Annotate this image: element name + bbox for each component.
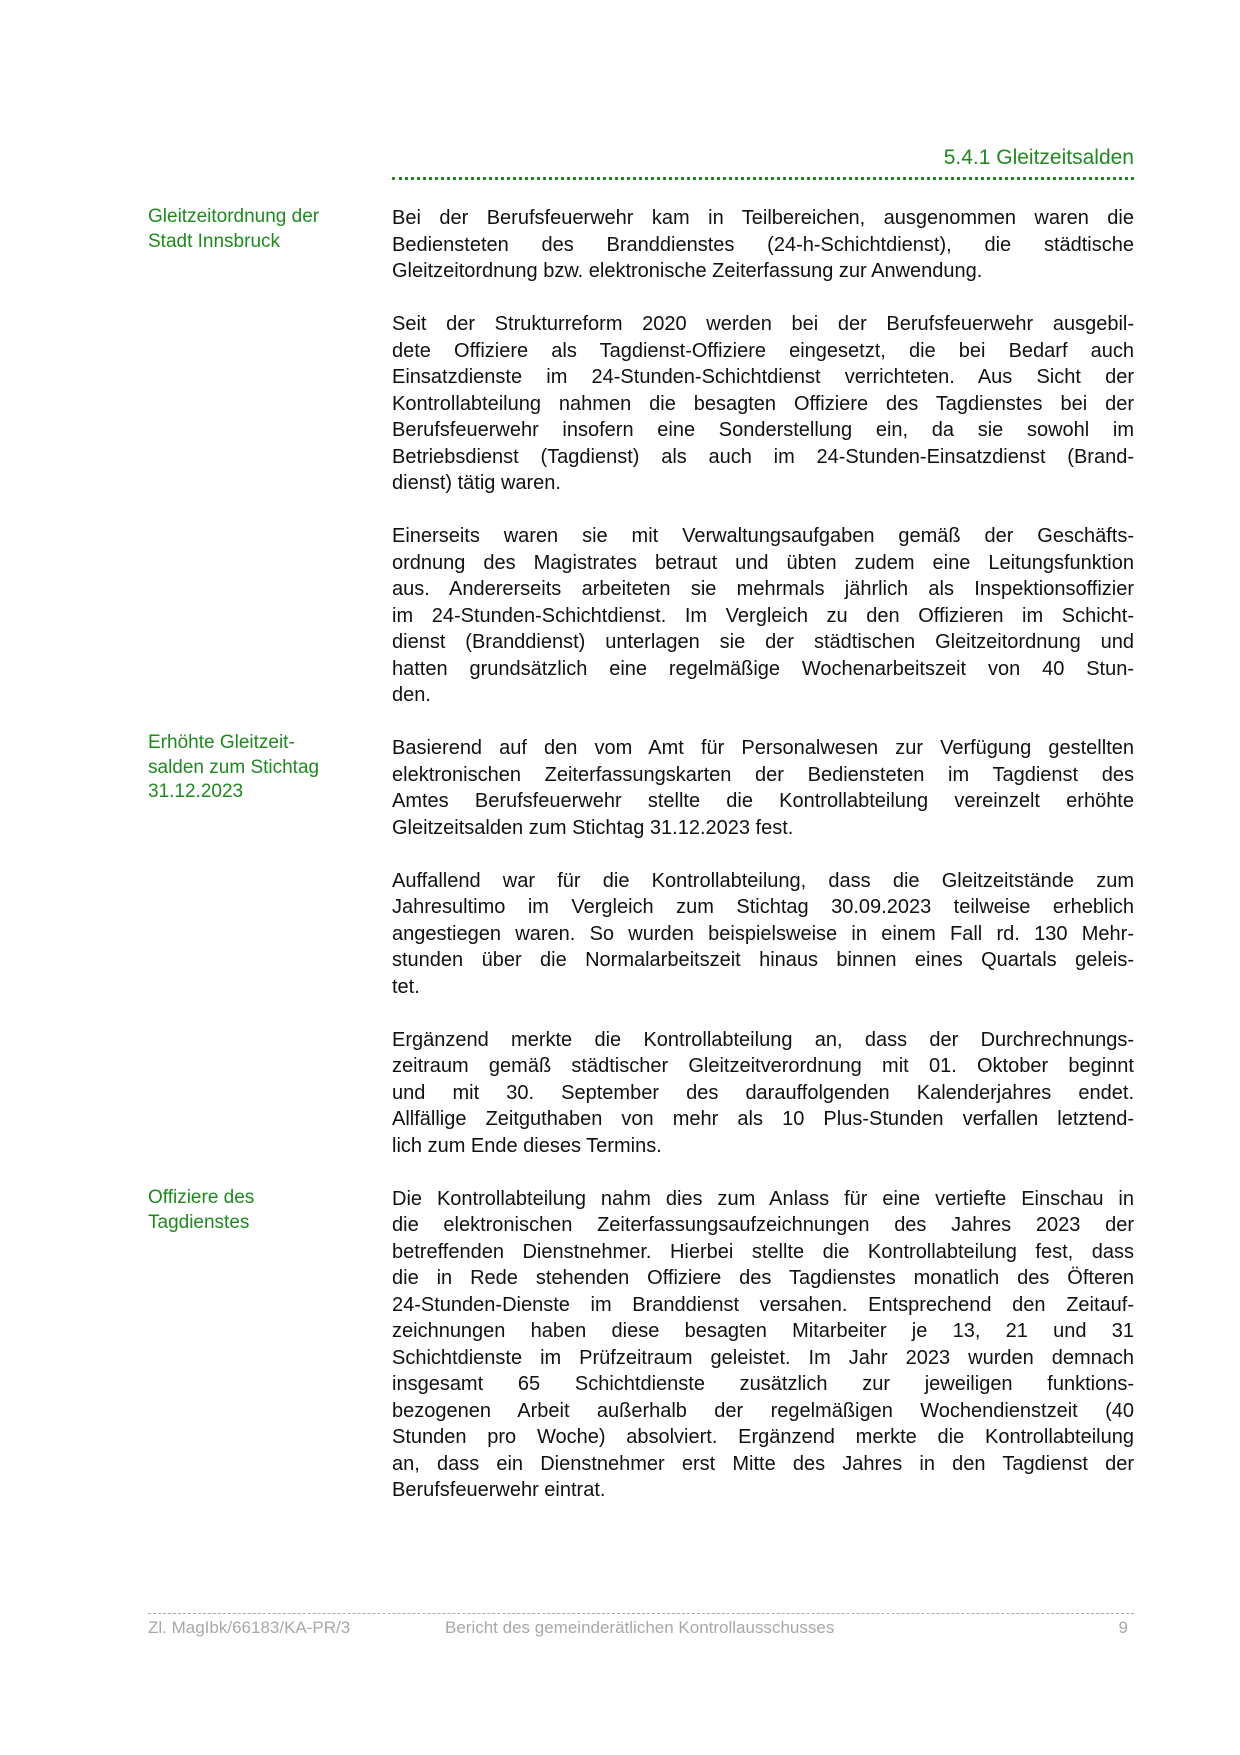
margin-note-line: Tagdienstes (148, 1211, 250, 1233)
paragraph (392, 205, 1134, 285)
text-line: stunden über die Normalarbeitszeit hinaus binnen eines Quartals geleis- (392, 949, 1134, 971)
margin-note (148, 205, 319, 254)
margin-note-line: 31.12.2023 (148, 781, 244, 802)
text-line: die in Rede stehenden Offiziere des Tagdienstes monatlich des Öfteren (392, 1267, 1134, 1289)
margin-note-line: Erhöhte Gleitzeit- (148, 732, 295, 753)
text-line: Bediensteten des Branddienstes (24-h-Schichtdienst), die städtische (392, 233, 1134, 256)
paragraph (392, 523, 1134, 709)
text-line: die elektronischen Zeiterfassungsaufzeichnungen des Jahres 2023 der (392, 1214, 1134, 1236)
text-line: Berufsfeuerwehr eintrat. (392, 1479, 606, 1501)
text-line: bezogenen Arbeit außerhalb der regelmäßigen Wochendienstzeit (40 (392, 1399, 1134, 1422)
text-line: Die Kontrollabteilung nahm dies zum Anlass für eine vertiefte Einschau in (392, 1187, 1134, 1210)
paragraph (392, 311, 1134, 497)
text-line: hatten grundsätzlich eine regelmäßige Wochenarbeitszeit von 40 Stun- (392, 657, 1134, 680)
text-line: Basierend auf den vom Amt für Personalwesen zur Verfügung gestellten (392, 737, 1134, 759)
text-line: 24-Stunden-Dienste im Branddienst versahen. Entsprechend den Zeitauf- (392, 1293, 1134, 1316)
footer-reference: Zl. MagIbk/66183/KA-PR/3 (148, 1618, 351, 1637)
footer-dashed-rule (148, 1613, 1134, 1614)
text-line: tet. (392, 975, 420, 998)
text-line: Einerseits waren sie mit Verwaltungsaufgaben gemäß der Geschäfts- (392, 525, 1134, 547)
header-dotted-rule (392, 177, 1134, 180)
text-line: betreffenden Dienstnehmer. Hierbei stellte die Kontrollabteilung fest, dass (392, 1240, 1134, 1263)
text-line: Betriebsdienst (Tagdienst) als auch im 24-Stunden-Einsatzdienst (Brand- (392, 445, 1134, 468)
margin-note-line: Stadt Innsbruck (148, 230, 281, 252)
text-line: Bei der Berufsfeuerwehr kam in Teilbereichen, ausgenommen waren die (392, 207, 1134, 229)
margin-note (148, 731, 319, 805)
text-line: im 24-Stunden-Schichtdienst. Im Vergleich zu den Offizieren im Schicht- (392, 604, 1134, 627)
text-line: Schichtdienste im Prüfzeitraum geleistet. Im Jahr 2023 wurden demnach (392, 1346, 1134, 1369)
text-line: Seit der Strukturreform 2020 werden bei der Berufsfeuerwehr ausgebil- (392, 313, 1134, 335)
text-line: dete Offiziere als Tagdienst-Offiziere eingesetzt, die bei Bedarf auch (392, 339, 1134, 362)
text-line: Berufsfeuerwehr insofern eine Sonderstellung ein, da sie sowohl im (392, 419, 1134, 441)
text-line: Gleitzeitsalden zum Stichtag 31.12.2023 fest. (392, 816, 794, 839)
text-line: zeitraum gemäß städtischer Gleitzeitverordnung mit 01. Oktober beginnt (392, 1055, 1134, 1077)
text-line: Allfällige Zeitguthaben von mehr als 10 Plus-Stunden verfallen letztend- (392, 1108, 1134, 1130)
section-heading: 5.4.1 Gleitzeitsalden (943, 146, 1134, 169)
paragraph (392, 735, 1134, 841)
text-line: Einsatzdienste im 24-Stunden-Schichtdienst verrichteten. Aus Sicht der (392, 366, 1134, 388)
text-line: Auffallend war für die Kontrollabteilung, dass die Gleitzeitstände zum (392, 869, 1134, 892)
margin-note (148, 1186, 254, 1235)
text-line: dienst) tätig waren. (392, 472, 561, 494)
text-line: Kontrollabteilung nahmen die besagten Offiziere des Tagdienstes bei der (392, 392, 1134, 415)
paragraph (392, 868, 1134, 1001)
text-line: insgesamt 65 Schichtdienste zusätzlich zur jeweiligen funktions- (392, 1373, 1134, 1395)
page-number: 9 (1118, 1618, 1128, 1637)
margin-note-line: Gleitzeitordnung der (148, 206, 320, 227)
text-line: lich zum Ende dieses Termins. (392, 1134, 662, 1157)
text-line: ordnung des Magistrates betraut und übten zudem eine Leitungsfunktion (392, 551, 1134, 574)
text-line: Ergänzend merkte die Kontrollabteilung an, dass der Durchrechnungs- (392, 1028, 1134, 1051)
text-line: Stunden pro Woche) absolviert. Ergänzend merkte die Kontrollabteilung (392, 1426, 1134, 1448)
margin-note-line: Offiziere des (148, 1187, 255, 1208)
margin-note-line: salden zum Stichtag (148, 756, 320, 778)
text-line: dienst (Branddienst) unterlagen sie der städtischen Gleitzeitordnung und (392, 631, 1134, 653)
text-line: und mit 30. September des darauffolgenden Kalenderjahres endet. (392, 1081, 1134, 1104)
paragraph (392, 1186, 1134, 1504)
text-line: Jahresultimo im Vergleich zum Stichtag 30.09.2023 teilweise erheblich (392, 896, 1134, 918)
text-line: den. (392, 684, 431, 706)
text-line: angestiegen waren. So wurden beispielsweise in einem Fall rd. 130 Mehr- (392, 922, 1134, 945)
footer-title: Bericht des gemeinderätlichen Kontrollausschusses (445, 1618, 835, 1637)
text-line: an, dass ein Dienstnehmer erst Mitte des Jahres in den Tagdienst der (392, 1452, 1134, 1475)
text-line: Gleitzeitordnung bzw. elektronische Zeiterfassung zur Anwendung. (392, 260, 983, 282)
text-line: aus. Andererseits arbeiteten sie mehrmals jährlich als Inspektionsoffizier (392, 578, 1134, 600)
body-text (392, 205, 1134, 1530)
text-line: zeichnungen haben diese besagten Mitarbeiter je 13, 21 und 31 (392, 1320, 1134, 1342)
paragraph (392, 1027, 1134, 1160)
text-line: elektronischen Zeiterfassungskarten der Bediensteten im Tagdienst des (392, 763, 1134, 786)
text-line: Amtes Berufsfeuerwehr stellte die Kontrollabteilung vereinzelt erhöhte (392, 790, 1134, 812)
